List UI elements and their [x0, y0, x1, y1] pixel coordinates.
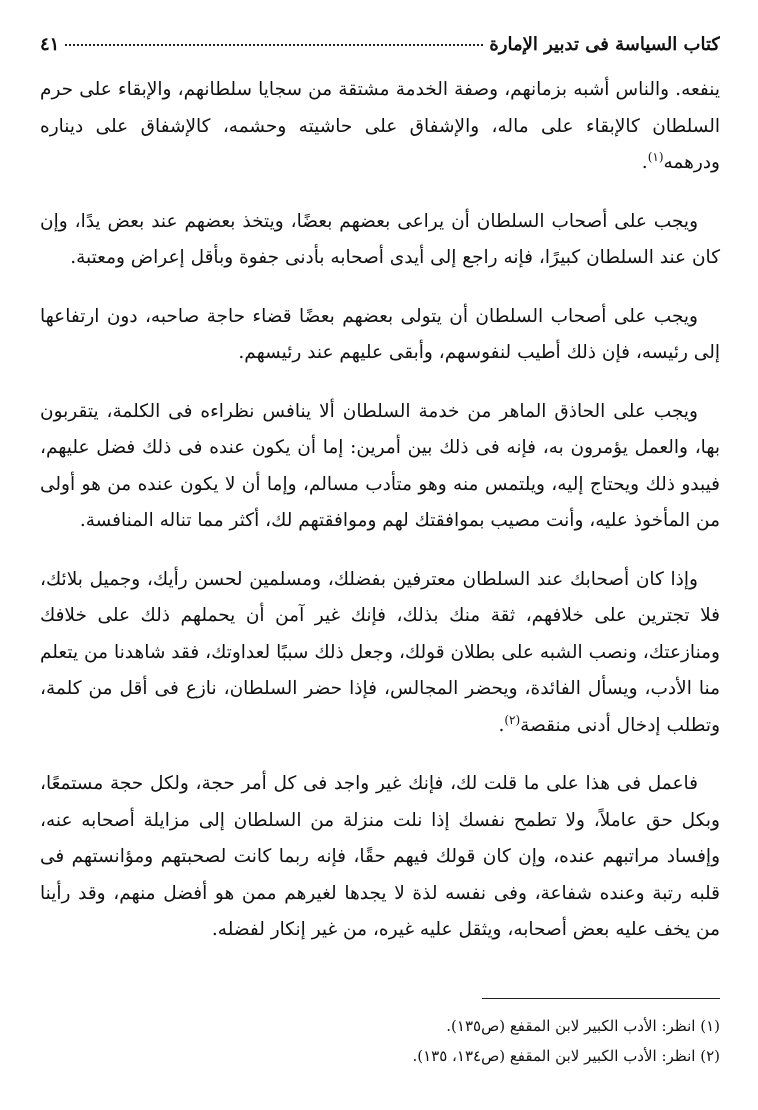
- paragraph-text: ويجب على أصحاب السلطان أن يتولى بعضهم بعضًا قضاء حاجة صاحبه، دون ارتفاعها إلى رئيسه، فإن ذلك أطيب لنفوسهم، وأبقى عليهم عند رئيسهم.: [40, 305, 720, 363]
- paragraph: [40, 204, 720, 277]
- paragraph-text: فاعمل فى هذا على ما قلت لك، فإنك غير واجد فى كل أمر حجة، ولكل حجة مستمعًا، وبكل حق عاملاً، ولا تطمح نفسك إذا نلت منزلة من السلطان إلى مزايلة أصحابه عنه، وإفساد مراتبهم عنده، وإن كان قولك فيهم حقًا، فإنه ربما كانت لصحبتهم ومؤانستهم فى قلبه رتبة وعنده شفاعة، وفى نفسه لذة لا يجدها لغيرهم ممن هو أفضل منهم، وقد رأينا من يخف عليه بعض أصحابه، ويثقل عليه غيره، من غير إنكار لفضله.: [40, 773, 720, 940]
- running-title: كتاب السياسة فى تدبير الإمارة: [489, 34, 720, 55]
- paragraph-text: ويجب على أصحاب السلطان أن يراعى بعضهم بعضًا، ويتخذ بعضهم عند بعض يدًا، وإن كان عند السلطان كبيرًا، فإنه راجع إلى أيدى أصحابه بأدنى جفوة وبأقل إعراض ومعتبة.: [40, 210, 720, 268]
- paragraph-text: ينفعه. والناس أشبه بزمانهم، وصفة الخدمة مشتقة من سجايا سلطانهم، والإبقاء على حرم السلطان كالإبقاء على ماله، والإشفاق على حاشيته وحشمه، كالإشفاق على ديناره ودرهمه: [40, 79, 720, 173]
- paragraph-end: .: [641, 152, 648, 173]
- footnote: (١) انظر: الأدب الكبير لابن المقفع (ص١٣٥).: [446, 1017, 720, 1035]
- paragraph-text: وإذا كان أصحابك عند السلطان معترفين بفضلك، ومسلمين لحسن رأيك، وجميل بلائك، فلا تجترين على خلافهم، ثقة منك بذلك، فإنك غير آمن أن يحملهم ذلك على خلافك ومنازعتك، ونصب الشبه على بطلان قولك، وجعل ذلك سببًا لعداوتك، فقد شاهدنا من يتعلم منا الأدب، ويسأل الفائدة، ويحضر المجالس، فإذا حضر السلطان، نازع فى أقل من كلمة، وتطلب إدخال أدنى منقصة: [40, 568, 720, 736]
- paragraph-end: .: [498, 714, 505, 736]
- footnote: (٢) انظر: الأدب الكبير لابن المقفع (ص١٣٤، ١٣٥).: [412, 1047, 720, 1065]
- paragraph: [40, 394, 720, 540]
- paragraph: [40, 562, 720, 745]
- page-number: ٤١: [40, 34, 60, 55]
- paragraph: [40, 72, 720, 182]
- leader-dots: [65, 44, 483, 46]
- footnote-ref[interactable]: (٢): [504, 712, 521, 727]
- page-body: [40, 72, 720, 949]
- footnotes: [40, 998, 720, 1071]
- paragraph: [40, 299, 720, 372]
- footnote-separator: [482, 998, 720, 999]
- footnote-ref[interactable]: (١): [647, 149, 664, 164]
- paragraph: [40, 766, 720, 949]
- running-header: [40, 34, 720, 68]
- paragraph-text: ويجب على الحاذق الماهر من خدمة السلطان ألا ينافس نظراءه فى الكلمة، يتقربون بها، والعمل يؤمرون به، فإنه فى ذلك بين أمرين: إما أن يكون عنده فى ذلك فضل عليهم، فيبدو ذلك ويحتاج إليه، ويلتمس منه وهو متأدب مسالم، وإما أن لا يكون عنده من هو أولى من المأخوذ عليه، وأنت مصيب بموافقتك لهم وموافقتهم لك، أكثر مما تناله المنافسة.: [40, 400, 720, 531]
